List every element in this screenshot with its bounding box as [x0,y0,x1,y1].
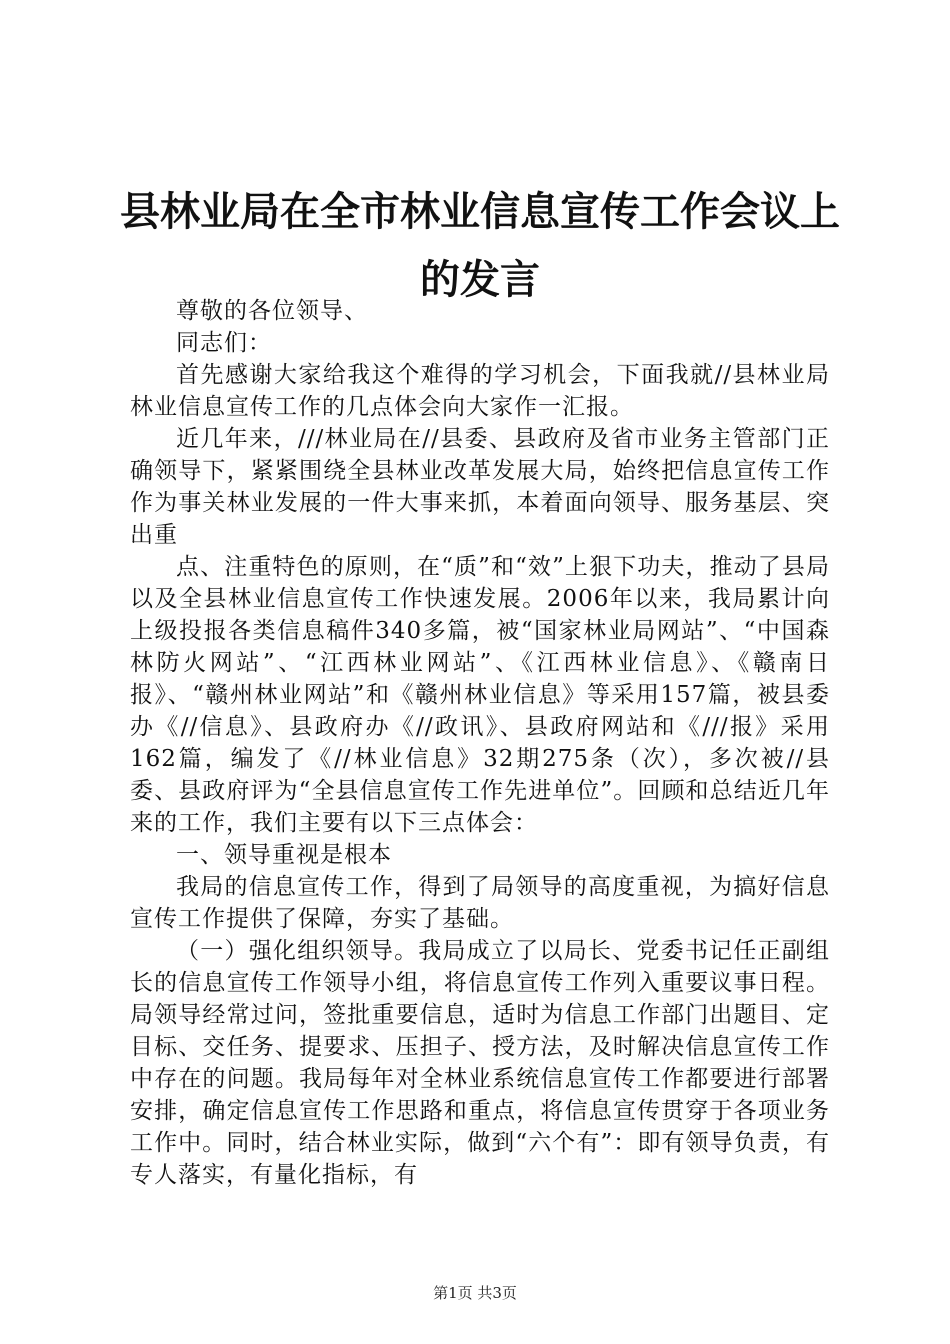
paragraph-intro: 首先感谢大家给我这个难得的学习机会，下面我就//县林业局林业信息宣传工作的几点体会向大家作一汇报。 [130,362,830,420]
page-number-footer: 第1页 共3页 [433,1284,517,1302]
document-title: 县林业局在全市林业信息宣传工作会议上的发言 [120,188,840,303]
paragraph-section-1-intro: 我局的信息宣传工作，得到了局领导的高度重视，为搞好信息宣传工作提供了保障，夯实了基础。 [130,874,830,932]
salutation-line-2: 同志们： [176,330,272,356]
document-body [130,295,830,1191]
paragraph-background: 近几年来，///林业局在//县委、县政府及省市业务主管部门正确领导下，紧紧围绕全县林业改革发展大局，始终把信息宣传工作作为事关林业发展的一件大事来抓，本着面向领导、服务基层、突出重 [130,426,830,548]
paragraph-achievements: 点、注重特色的原则，在“质”和“效”上狠下功夫，推动了县局以及全县林业信息宣传工作快速发展。2006年以来，我局累计向上级投报各类信息稿件340多篇，被“国家林业局网站”、“中国森林防火网站”、“江西林业网站”、《江西林业信息》、《赣南日报》、“赣州林业网站”和《赣州林业信息》等采用157篇，被县委办《//信息》、县政府办《//政讯》、县政府网站和《///报》采用162篇，编发了《//林业信息》32期275条（次），多次被//县委、县政府评为“全县信息宣传工作先进单位”。回顾和总结近几年来的工作，我们主要有以下三点体会： [130,554,830,836]
section-heading-1: 一、领导重视是根本 [176,842,392,868]
salutation-line-1: 尊敬的各位领导、 [176,298,368,324]
paragraph-subsection-1: （一）强化组织领导。我局成立了以局长、党委书记任正副组长的信息宣传工作领导小组，将信息宣传工作列入重要议事日程。局领导经常过问，签批重要信息，适时为信息工作部门出题目、定目标、交任务、提要求、压担子、授方法，及时解决信息宣传工作中存在的问题。我局每年对全林业系统信息宣传工作都要进行部署安排，确定信息宣传工作思路和重点，将信息宣传贯穿于各项业务工作中。同时，结合林业实际，做到“六个有”：即有领导负责，有专人落实，有量化指标，有 [130,938,830,1188]
